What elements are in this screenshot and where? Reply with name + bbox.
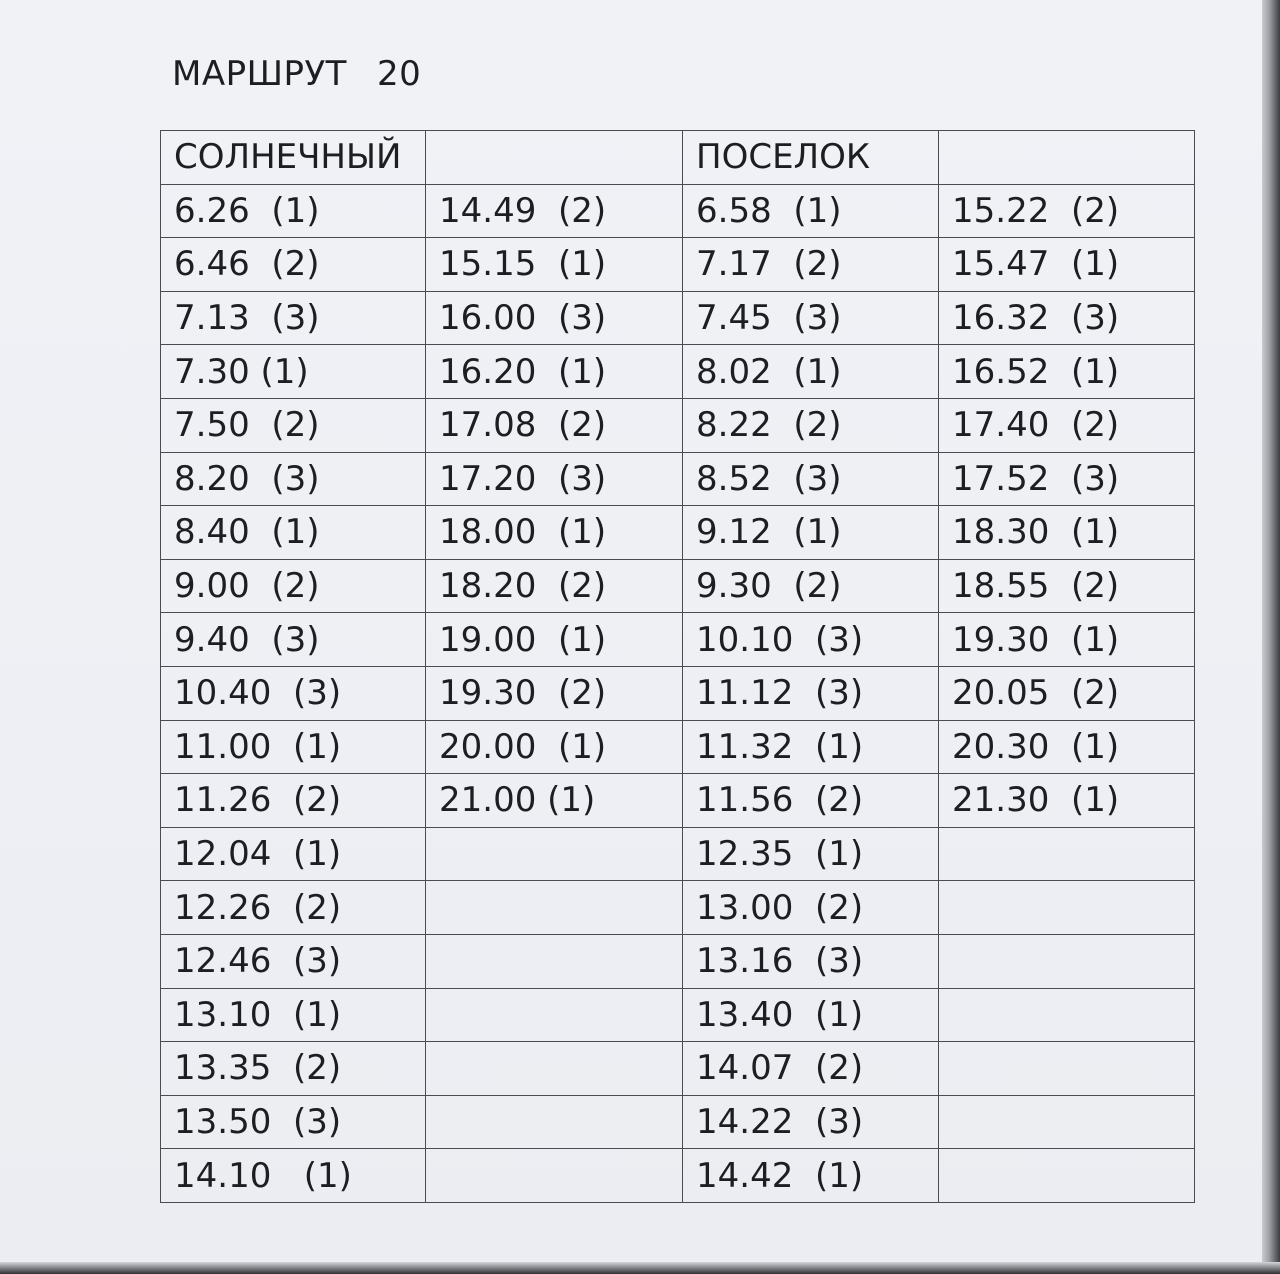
time-cell: 6.58 (1): [683, 184, 939, 238]
time-cell: [939, 1149, 1195, 1203]
paper-bottom-shadow: [0, 1262, 1280, 1274]
table-row: [161, 1149, 1195, 1203]
time-cell: 11.00 (1): [161, 720, 426, 774]
table-row: [161, 184, 1195, 238]
header-row: [161, 131, 1195, 185]
paper-edge-shadow: [1262, 0, 1280, 1274]
route-label: МАРШРУТ: [172, 54, 347, 94]
time-cell: [426, 988, 683, 1042]
time-cell: 13.16 (3): [683, 934, 939, 988]
time-cell: 7.17 (2): [683, 238, 939, 292]
time-cell: 18.30 (1): [939, 506, 1195, 560]
time-cell: 16.32 (3): [939, 291, 1195, 345]
time-cell: 15.47 (1): [939, 238, 1195, 292]
time-cell: 13.40 (1): [683, 988, 939, 1042]
header-poselok: ПОСЕЛОК: [683, 131, 939, 185]
time-cell: [939, 934, 1195, 988]
time-cell: 16.00 (3): [426, 291, 683, 345]
time-cell: 17.40 (2): [939, 398, 1195, 452]
time-cell: 20.30 (1): [939, 720, 1195, 774]
time-cell: 11.56 (2): [683, 774, 939, 828]
time-cell: [939, 881, 1195, 935]
time-cell: 12.26 (2): [161, 881, 426, 935]
table-row: [161, 1095, 1195, 1149]
table-row: [161, 988, 1195, 1042]
table-row: [161, 666, 1195, 720]
time-cell: [939, 988, 1195, 1042]
time-cell: 11.32 (1): [683, 720, 939, 774]
table-row: [161, 934, 1195, 988]
table-row: [161, 774, 1195, 828]
time-cell: 20.00 (1): [426, 720, 683, 774]
time-cell: 10.10 (3): [683, 613, 939, 667]
table-row: [161, 291, 1195, 345]
header-poselok-cont: [939, 131, 1195, 185]
time-cell: 20.05 (2): [939, 666, 1195, 720]
time-cell: 17.52 (3): [939, 452, 1195, 506]
time-cell: 19.00 (1): [426, 613, 683, 667]
table-row: [161, 559, 1195, 613]
time-cell: 9.40 (3): [161, 613, 426, 667]
time-cell: [426, 1042, 683, 1096]
time-cell: 19.30 (2): [426, 666, 683, 720]
table-row: [161, 238, 1195, 292]
time-cell: 7.45 (3): [683, 291, 939, 345]
time-cell: [939, 827, 1195, 881]
table-row: [161, 827, 1195, 881]
time-cell: 21.00 (1): [426, 774, 683, 828]
time-cell: 9.12 (1): [683, 506, 939, 560]
page-title: [172, 54, 421, 94]
time-cell: 9.30 (2): [683, 559, 939, 613]
time-cell: 7.13 (3): [161, 291, 426, 345]
time-cell: [426, 827, 683, 881]
table-row: [161, 720, 1195, 774]
time-cell: 6.26 (1): [161, 184, 426, 238]
time-cell: 14.07 (2): [683, 1042, 939, 1096]
time-cell: 15.15 (1): [426, 238, 683, 292]
time-cell: 13.00 (2): [683, 881, 939, 935]
time-cell: 19.30 (1): [939, 613, 1195, 667]
time-cell: [426, 934, 683, 988]
time-cell: [426, 881, 683, 935]
time-cell: [939, 1095, 1195, 1149]
time-cell: 8.22 (2): [683, 398, 939, 452]
time-cell: 17.20 (3): [426, 452, 683, 506]
table-row: [161, 452, 1195, 506]
time-cell: [426, 1095, 683, 1149]
table-row: [161, 506, 1195, 560]
time-cell: 18.20 (2): [426, 559, 683, 613]
time-cell: [939, 1042, 1195, 1096]
time-cell: 8.20 (3): [161, 452, 426, 506]
time-cell: 7.30 (1): [161, 345, 426, 399]
header-solnechny-cont: [426, 131, 683, 185]
header-solnechny: СОЛНЕЧНЫЙ: [161, 131, 426, 185]
table-row: [161, 1042, 1195, 1096]
time-cell: 12.35 (1): [683, 827, 939, 881]
route-number: 20: [376, 54, 422, 94]
time-cell: 9.00 (2): [161, 559, 426, 613]
time-cell: 16.20 (1): [426, 345, 683, 399]
time-cell: 17.08 (2): [426, 398, 683, 452]
time-cell: 21.30 (1): [939, 774, 1195, 828]
time-cell: 18.55 (2): [939, 559, 1195, 613]
time-cell: 13.10 (1): [161, 988, 426, 1042]
table-row: [161, 345, 1195, 399]
time-cell: 15.22 (2): [939, 184, 1195, 238]
time-cell: 8.40 (1): [161, 506, 426, 560]
time-cell: 14.49 (2): [426, 184, 683, 238]
time-cell: 18.00 (1): [426, 506, 683, 560]
time-cell: 16.52 (1): [939, 345, 1195, 399]
time-cell: 12.04 (1): [161, 827, 426, 881]
time-cell: 11.26 (2): [161, 774, 426, 828]
time-cell: 14.10 (1): [161, 1149, 426, 1203]
table-row: [161, 398, 1195, 452]
time-cell: 7.50 (2): [161, 398, 426, 452]
time-cell: 10.40 (3): [161, 666, 426, 720]
table-row: [161, 613, 1195, 667]
time-cell: 6.46 (2): [161, 238, 426, 292]
time-cell: 8.02 (1): [683, 345, 939, 399]
time-cell: 14.42 (1): [683, 1149, 939, 1203]
time-cell: 13.35 (2): [161, 1042, 426, 1096]
time-cell: 14.22 (3): [683, 1095, 939, 1149]
time-cell: 8.52 (3): [683, 452, 939, 506]
schedule-table: [160, 130, 1195, 1203]
time-cell: [426, 1149, 683, 1203]
time-cell: 12.46 (3): [161, 934, 426, 988]
time-cell: 13.50 (3): [161, 1095, 426, 1149]
time-cell: 11.12 (3): [683, 666, 939, 720]
schedule-body: [161, 184, 1195, 1202]
table-row: [161, 881, 1195, 935]
